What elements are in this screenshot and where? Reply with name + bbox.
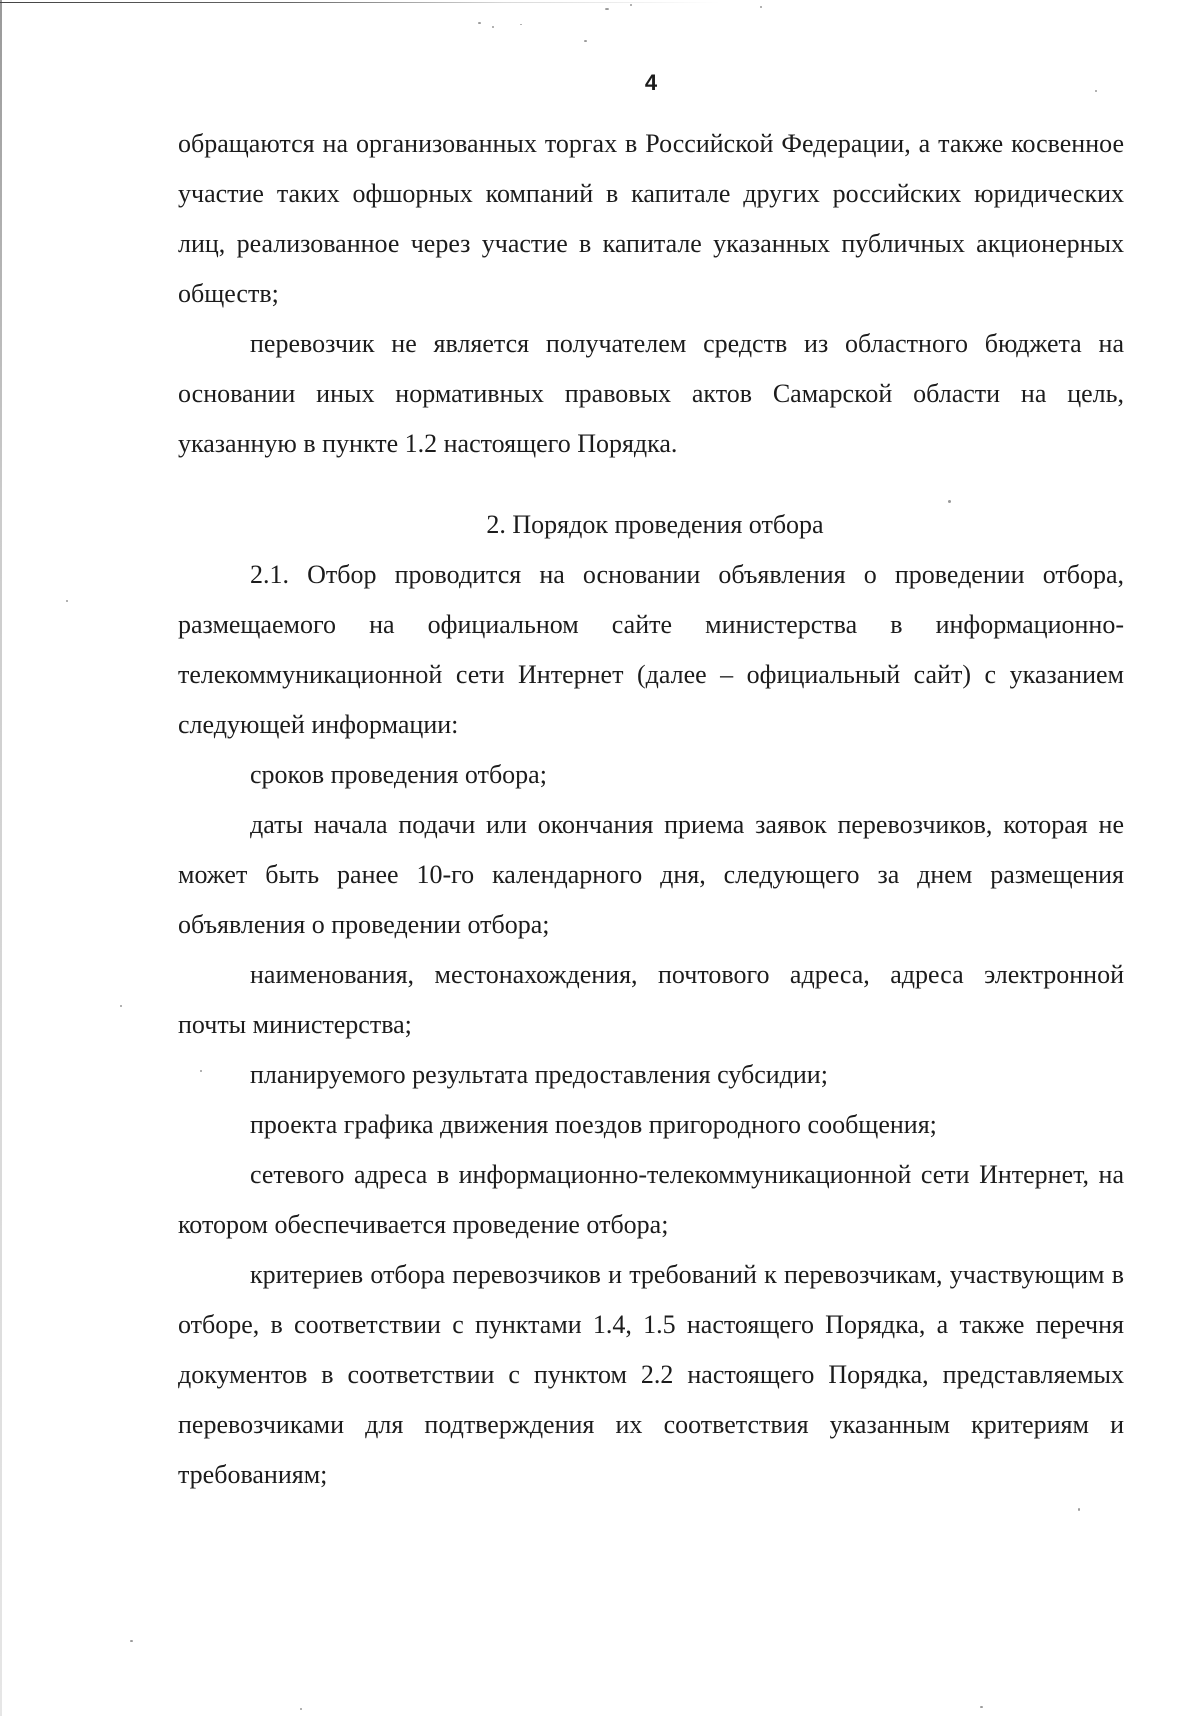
scan-speck [630,4,632,6]
paragraph-continuation: обращаются на организованных торгах в Российской Федерации, а также косвенное участие таких офшорных компаний в капитале других российских юридических лиц, реализованное через участие в капитале указанных публичных акционерных обществ; [178,129,1124,308]
section-block [178,500,1124,1500]
scan-speck [120,1005,122,1007]
list-item: даты начала подачи или окончания приема заявок перевозчиков, которая не может быть ранее 10-го календарного дня, следующего за днем размещения объявления о проведении отбора; [178,810,1124,939]
scan-speck [980,1706,983,1708]
list-item: наименования, местонахождения, почтового адреса, адреса электронной почты министерства; [178,960,1124,1039]
scan-speck [605,8,609,10]
scan-speck [478,22,481,24]
list-item: критериев отбора перевозчиков и требований к перевозчикам, участвующим в отборе, в соответствии с пунктами 1.4, 1.5 настоящего Порядка, а также перечня документов в соответствии с пунктом 2.2 настоящего Порядка, представляемых перевозчиками для подтверждения их соответствия указанным критериям и требованиям; [178,1260,1124,1489]
paragraph: 2.1. Отбор проводится на основании объявления о проведении отбора, размещаемого на официальном сайте министерства в информационно-телекоммуникационной сети Интернет (далее – официальный сайт) с указанием следующей информации: [178,560,1124,739]
scan-speck [1078,1508,1080,1511]
list-item: планируемого результата предоставления субсидии; [250,1060,828,1089]
scan-speck [130,1640,133,1642]
section-heading: 2. Порядок проведения отбора [486,510,824,539]
page-number: 4 [644,70,658,95]
list-item: проекта графика движения поездов пригородного сообщения; [250,1110,937,1139]
scan-artifact-line [0,2,720,3]
list-item: сетевого адреса в информационно-телекоммуникационной сети Интернет, на котором обеспечивается проведение отбора; [178,1160,1124,1239]
scan-speck [584,40,587,42]
scan-speck [66,600,68,602]
paragraph: перевозчик не является получателем средств из областного бюджета на основании иных нормативных правовых актов Самарской области на цель, указанную в пункте 1.2 настоящего Порядка. [178,329,1124,458]
scan-speck [492,26,494,28]
scan-speck [760,6,762,8]
text-block-1 [178,119,1124,469]
scan-speck [520,24,522,25]
scan-speck [300,1708,302,1710]
scan-edge [0,0,2,1716]
list-item: сроков проведения отбора; [250,760,547,789]
